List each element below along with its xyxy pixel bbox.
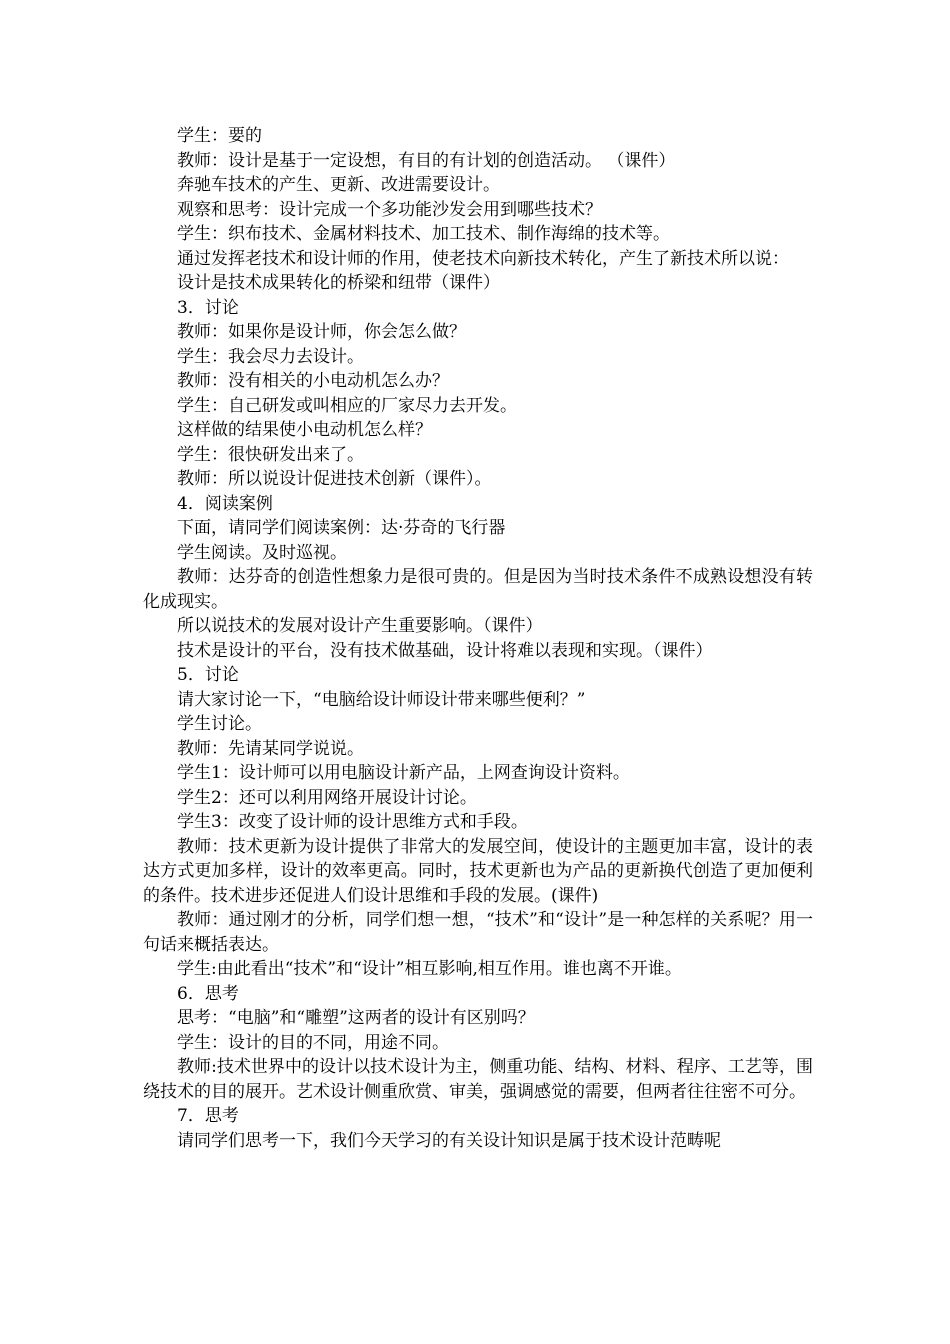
paragraph: 奔驰车技术的产生、更新、改进需要设计。 bbox=[177, 175, 500, 195]
section-heading: 3．讨论 bbox=[177, 297, 239, 318]
section-heading: 7．思考 bbox=[177, 1106, 239, 1126]
paragraph: 观察和思考：设计完成一个多功能沙发会用到哪些技术？ bbox=[177, 199, 602, 220]
paragraph: 学生：自己研发或叫相应的厂家尽力去开发。 bbox=[177, 395, 517, 416]
paragraph: 设计是技术成果转化的桥梁和纽带（课件） bbox=[177, 273, 500, 293]
paragraph: 通过发挥老技术和设计师的作用，使老技术向新技术转化，产生了新技术所以说： bbox=[177, 248, 789, 269]
paragraph: 教师：没有相关的小电动机怎么办？ bbox=[177, 371, 449, 391]
paragraph: 学生阅读。及时巡视。 bbox=[177, 542, 347, 563]
paragraph: 教师:技术世界中的设计以技术设计为主，侧重功能、结构、材料、程序、工艺等，围绕技术的目的展开。艺术设计侧重欣赏、审美，强调感觉的需要，但两者往往密不可分。 bbox=[143, 1057, 813, 1102]
paragraph: 学生2：还可以利用网络开展设计讨论。 bbox=[177, 787, 477, 808]
paragraph: 学生：织布技术、金属材料技术、加工技术、制作海绵的技术等。 bbox=[177, 224, 670, 244]
document-body bbox=[143, 124, 813, 1153]
paragraph: 教师：设计是基于一定设想，有目的有计划的创造活动。 （课件） bbox=[177, 150, 676, 171]
paragraph: 学生：我会尽力去设计。 bbox=[177, 346, 364, 367]
paragraph: 请同学们思考一下，我们今天学习的有关设计知识是属于技术设计范畴呢 bbox=[177, 1130, 721, 1151]
paragraph: 学生:由此看出“技术”和“设计”相互影响,相互作用。谁也离不开谁。 bbox=[177, 959, 682, 979]
paragraph: 思考：“电脑”和“雕塑”这两者的设计有区别吗？ bbox=[177, 1008, 535, 1028]
paragraph: 学生：设计的目的不同，用途不同。 bbox=[177, 1032, 449, 1053]
paragraph: 请大家讨论一下，“电脑给设计师设计带来哪些便利？” bbox=[177, 689, 586, 710]
section-heading: 5．讨论 bbox=[177, 665, 239, 685]
paragraph: 学生1：设计师可以用电脑设计新产品，上网查询设计资料。 bbox=[177, 763, 630, 783]
paragraph: 学生：很快研发出来了。 bbox=[177, 444, 364, 465]
paragraph: 所以说技术的发展对设计产生重要影响。（课件） bbox=[177, 616, 543, 636]
paragraph: 教师：技术更新为设计提供了非常大的发展空间，使设计的主题更加丰富，设计的表达方式更加多样，设计的效率更高。同时，技术更新也为产品的更新换代创造了更加便利的条件。技术进步还促进人们设计思维和手段的发展。(课件) bbox=[143, 836, 813, 906]
paragraph: 教师：先请某同学说说。 bbox=[177, 738, 364, 759]
paragraph: 技术是设计的平台，没有技术做基础，设计将难以表现和实现。（课件） bbox=[177, 640, 713, 661]
section-heading: 6．思考 bbox=[177, 983, 239, 1004]
paragraph: 这样做的结果使小电动机怎么样？ bbox=[177, 420, 432, 440]
paragraph: 教师：达芬奇的创造性想象力是很可贵的。但是因为当时技术条件不成熟设想没有转化成现实。 bbox=[143, 567, 813, 612]
paragraph: 教师：如果你是设计师，你会怎么做？ bbox=[177, 322, 466, 342]
paragraph: 学生3：改变了设计师的设计思维方式和手段。 bbox=[177, 812, 528, 832]
paragraph: 学生讨论。 bbox=[177, 714, 262, 734]
paragraph: 教师：所以说设计促进技术创新（课件）。 bbox=[177, 469, 492, 489]
paragraph: 学生：要的 bbox=[177, 126, 262, 146]
section-heading: 4．阅读案例 bbox=[177, 493, 273, 514]
paragraph: 下面，请同学们阅读案例：达·芬奇的飞行器 bbox=[177, 518, 506, 538]
paragraph: 教师：通过刚才的分析，同学们想一想，“技术”和“设计”是一种怎样的关系呢？用一句话来概括表达。 bbox=[143, 910, 813, 955]
